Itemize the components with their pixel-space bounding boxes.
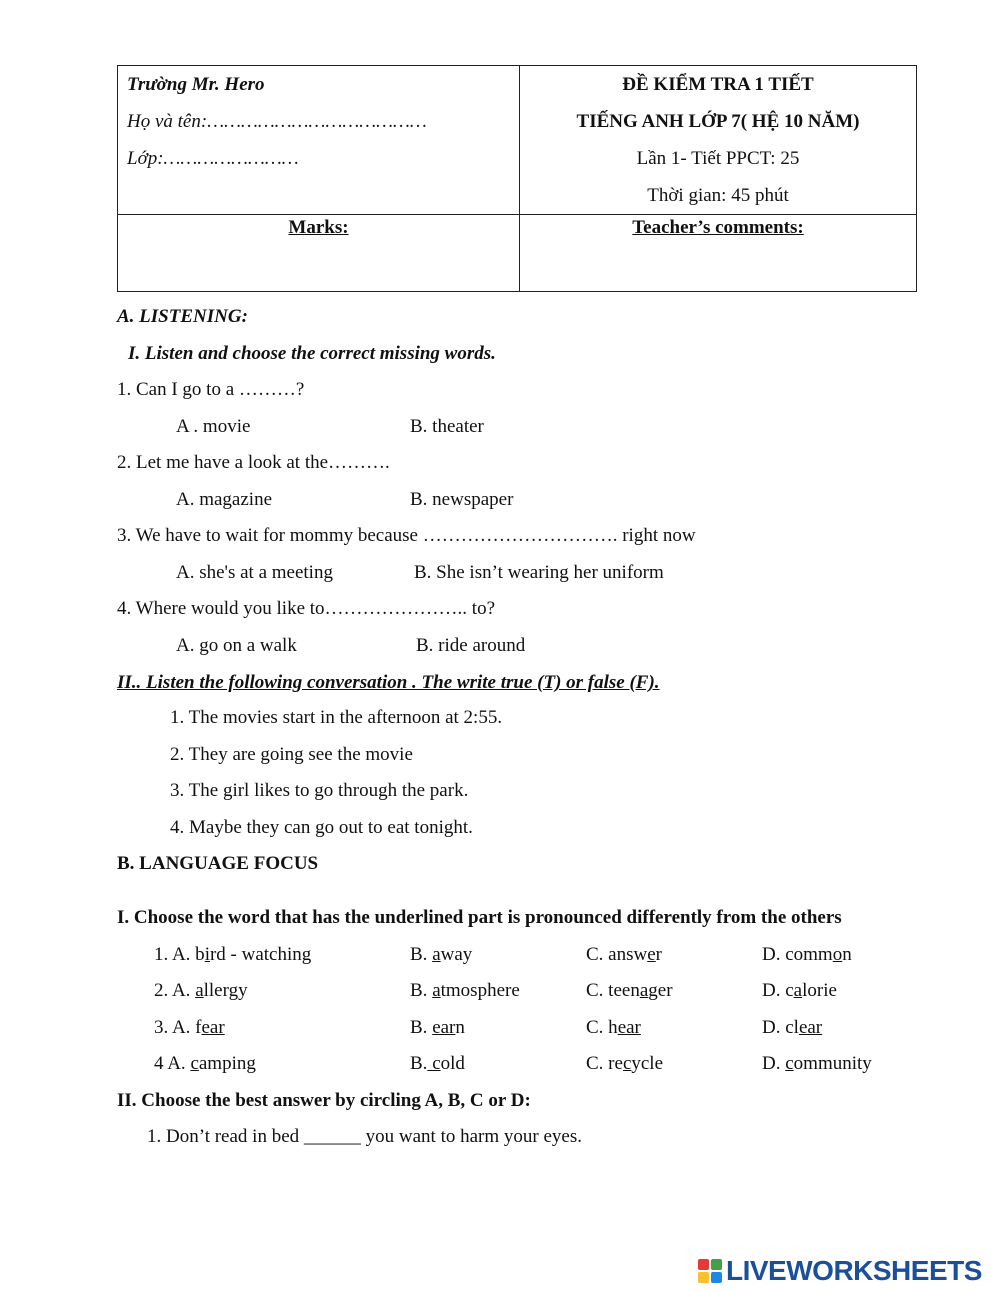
header-table [117,65,917,292]
pronunciation-option[interactable]: B. cold [410,1053,465,1074]
section-a-title: A. LISTENING: [117,306,248,327]
pronunciation-option[interactable]: B. earn [410,1017,465,1038]
answer-option[interactable]: A . movie [176,416,251,437]
test-duration: Thời gian: 45 phút [647,185,789,206]
logo-square [698,1259,709,1270]
answer-option[interactable]: B. theater [410,416,484,437]
question-stem: 1. Can I go to a ………? [117,379,305,400]
section-b-title: B. LANGUAGE FOCUS [117,853,319,874]
test-subject: TIẾNG ANH LỚP 7( HỆ 10 NĂM) [576,111,860,132]
logo-grid-icon [698,1259,722,1283]
logo-text: LIVEWORKSHEETS [726,1255,982,1286]
pronunciation-option[interactable]: C. teenager [586,980,673,1001]
section-a-part2-title: II.. Listen the following conversation . The write true (T) or false (F). [117,672,660,693]
answer-option[interactable]: B. ride around [416,635,526,656]
multiple-choice-question: 1. Don’t read in bed ______ you want to harm your eyes. [147,1126,582,1147]
pronunciation-option[interactable]: C. hear [586,1017,641,1038]
answer-option[interactable]: A. go on a walk [176,635,297,656]
section-b-part2-title: II. Choose the best answer by circling A, B, C or D: [117,1090,531,1111]
comments-cell [520,215,917,292]
true-false-item: 1. The movies start in the afternoon at 2:55. [170,707,503,728]
school-name: Trường Mr. Hero [127,74,265,95]
liveworksheets-logo[interactable] [698,1257,982,1285]
answer-option[interactable]: A. she's at a meeting [176,562,333,583]
answer-option[interactable]: A. magazine [176,489,273,510]
pronunciation-option[interactable]: B. atmosphere [410,980,520,1001]
marks-cell [118,215,520,292]
logo-square [711,1259,722,1270]
test-info-cell [520,66,917,215]
test-session: Lần 1- Tiết PPCT: 25 [636,148,800,169]
comments-label: Teacher’s comments: [632,217,804,238]
true-false-item: 3. The girl likes to go through the park. [170,780,469,801]
student-info-cell [118,66,520,215]
answer-option[interactable]: B. newspaper [410,489,514,510]
pronunciation-option[interactable]: 4 A. camping [154,1053,256,1074]
student-name-line: Họ và tên:………………………………… [127,111,427,132]
pronunciation-option[interactable]: 1. A. bird - watching [154,944,312,965]
question-stem: 2. Let me have a look at the………. [117,452,390,473]
marks-label: Marks: [288,217,349,238]
section-b-part1-title: I. Choose the word that has the underlined part is pronounced differently from the others [117,907,842,928]
logo-square [698,1272,709,1283]
section-a-part1-title: I. Listen and choose the correct missing words. [128,343,496,364]
question-stem: 3. We have to wait for mommy because …………………………. right now [117,525,696,546]
student-class-line: Lớp:…………………… [127,148,299,169]
question-stem: 4. Where would you like to………………….. to? [117,598,496,619]
true-false-item: 4. Maybe they can go out to eat tonight. [170,817,473,838]
pronunciation-option[interactable]: C. recycle [586,1053,664,1074]
pronunciation-option[interactable]: D. clear [762,1017,823,1038]
pronunciation-option[interactable]: 2. A. allergy [154,980,248,1001]
pronunciation-option[interactable]: D. calorie [762,980,837,1001]
pronunciation-option[interactable]: 3. A. fear [154,1017,225,1038]
true-false-item: 2. They are going see the movie [170,744,413,765]
pronunciation-option[interactable]: B. away [410,944,473,965]
pronunciation-option[interactable]: D. community [762,1053,872,1074]
test-title: ĐỀ KIỂM TRA 1 TIẾT [622,74,814,95]
pronunciation-option[interactable]: D. common [762,944,852,965]
answer-option[interactable]: B. She isn’t wearing her uniform [414,562,664,583]
logo-square [711,1272,722,1283]
pronunciation-option[interactable]: C. answer [586,944,662,965]
